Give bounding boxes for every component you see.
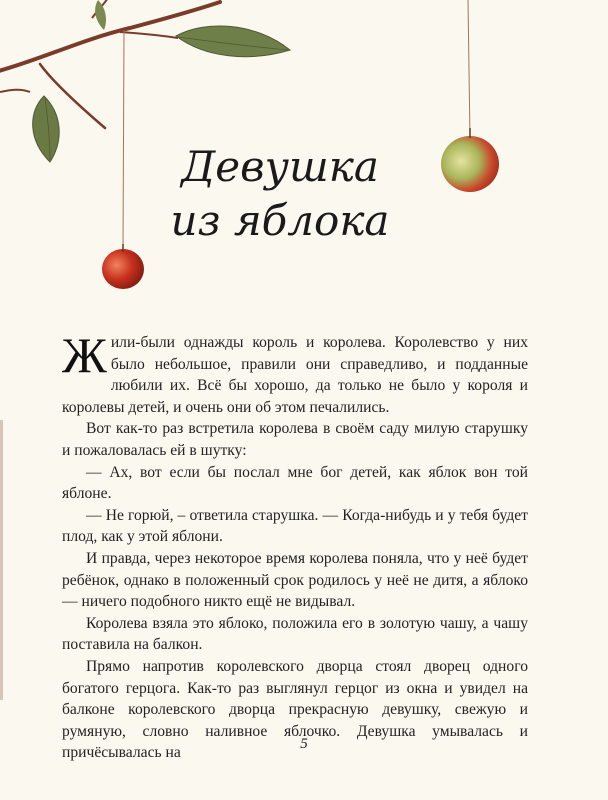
paragraph: И правда, через некоторое время королева поняла, что у неё будет ребёнок, однако в положенный срок родилось у неё не дитя, а яблоко — ничего подобного никто ещё не видывал. — [62, 549, 528, 611]
paragraph: Вот как-то раз встретила королева в своём саду милую старушку и пожаловалась ей в шутку: — [62, 420, 528, 459]
apple-string — [123, 30, 124, 250]
twig — [0, 90, 30, 92]
twig — [120, 32, 178, 38]
paragraph: — Не горюй, – ответила старушка. — Когда-нибудь и у тебя будет плод, как у этой яблони. — [62, 506, 528, 546]
story-text — [62, 327, 528, 764]
leaf — [176, 26, 290, 57]
paragraph: — Ах, вот если бы послал мне бог детей, как яблок вон той яблоне. — [62, 463, 528, 503]
title-line-2: из яблока — [170, 195, 390, 245]
apple-string — [468, 0, 470, 140]
page-number: 5 — [300, 736, 308, 752]
paragraph: Прямо напротив королевского дворца стоял дворец одного богатого герцога. Как-то раз выглянул герцог из окна и увидел на балконе королевского дворца прекрасную девушку, свежую и румяную, словно наливное яблочко. Девушка умывалась и причёсывалась на — [62, 657, 528, 762]
title-line-1: Девушка — [181, 142, 379, 191]
drop-cap: Ж — [62, 327, 107, 383]
leaf — [95, 0, 106, 30]
green-red-apple — [441, 128, 499, 192]
red-apple — [102, 244, 144, 289]
paragraph: Жили-были однажды король и королева. Королевство у них было небольшое, правили они справедливо, и подданные любили их. Всё бы хорошо, да только не было у короля и королевы детей, и очень они об этом печалились. — [62, 327, 528, 416]
paragraph: Королева взяла это яблоко, положила его в золотую чашу, а чашу поставила на балкон. — [62, 614, 528, 654]
story-title — [150, 140, 410, 248]
page-edge-decoration — [0, 420, 3, 700]
